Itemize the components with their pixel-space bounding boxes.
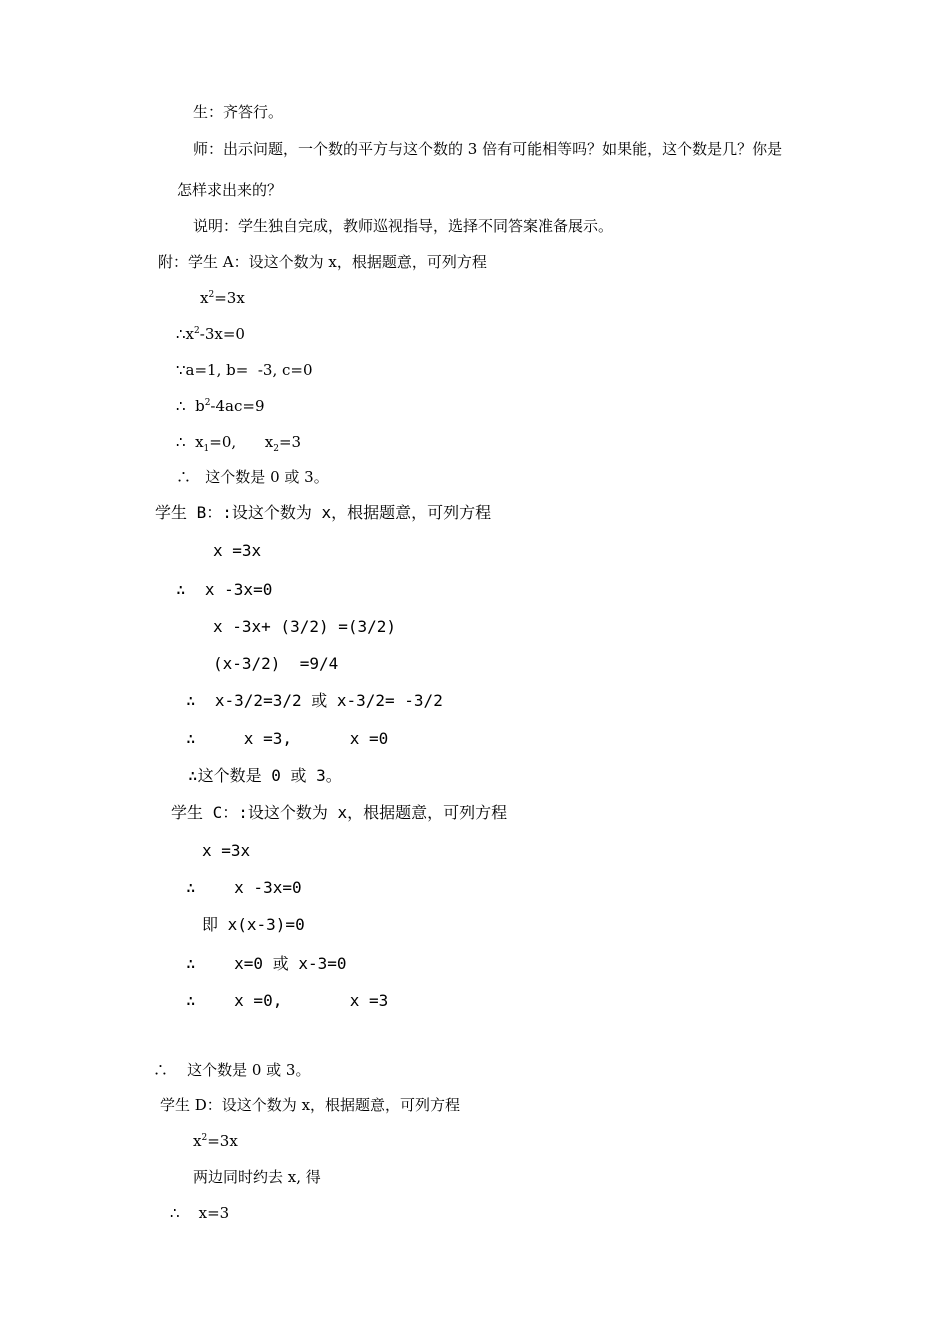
student-d-step-1: 两边同时约去 x, 得 — [193, 1168, 321, 1186]
student-b-step-1: ∴ x -3x=0 — [176, 580, 273, 599]
student-b-step-3: (x-3/2) =9/4 — [213, 654, 339, 673]
paragraph-note: 说明：学生独自完成，教师巡视指导，选择不同答案准备展示。 — [193, 217, 614, 235]
student-c-heading: 学生 C：:设这个数为 x，根据题意，可列方程 — [171, 803, 508, 822]
student-a-step-4: ∴ $x_1=0$, $x_2=3$ — [176, 433, 302, 454]
student-c-step-1: ∴ x -3x=0 — [186, 878, 302, 897]
student-b-heading: 学生 B：:设这个数为 x，根据题意，可列方程 — [155, 503, 492, 522]
student-d-heading: 学生 D：设这个数为 x，根据题意，可列方程 — [160, 1096, 461, 1114]
student-b-equation: x =3x — [213, 541, 262, 560]
student-a-equation: $x^2=3x$ — [200, 289, 245, 307]
paragraph-teacher-question: 师：出示问题，一个数的平方与这个数的 3 倍有可能相等吗？如果能，这个数是几？你是 — [193, 140, 783, 158]
student-b-step-2: x -3x+ (3/2) =(3/2) — [213, 617, 397, 636]
student-d-step-2: ∴ x=3 — [170, 1204, 230, 1222]
student-c-conclusion: ∴ 这个数是 0 或 3。 — [153, 1061, 311, 1079]
student-a-step-2: ∵a=1, b= -3, c=0 — [176, 361, 313, 379]
student-a-step-3: ∴ $b^2-4ac=9$ — [176, 397, 265, 415]
student-c-equation: x =3x — [202, 841, 251, 860]
paragraph-student-answer: 生：齐答行。 — [193, 103, 284, 121]
student-a-heading: 附：学生 A：设这个数为 x，根据题意，可列方程 — [158, 253, 487, 271]
student-b-step-5: ∴ x =3, x =0 — [186, 729, 389, 748]
student-b-step-4: ∴ x-3/2=3/2 或 x-3/2= -3/2 — [186, 691, 443, 710]
student-b-conclusion: ∴这个数是 0 或 3。 — [188, 766, 342, 785]
student-c-step-4: ∴ x =0, x =3 — [186, 991, 389, 1010]
student-a-conclusion: ∴ 这个数是 0 或 3。 — [176, 468, 329, 486]
student-a-step-1: $\therefore x^2-3x=0$ — [176, 325, 245, 343]
student-c-step-3: ∴ x=0 或 x-3=0 — [186, 954, 347, 973]
paragraph-question-continued: 怎样求出来的？ — [177, 181, 283, 199]
student-d-equation: $x^2=3x$ — [193, 1132, 238, 1150]
student-c-step-2: 即 x(x-3)=0 — [202, 915, 305, 934]
